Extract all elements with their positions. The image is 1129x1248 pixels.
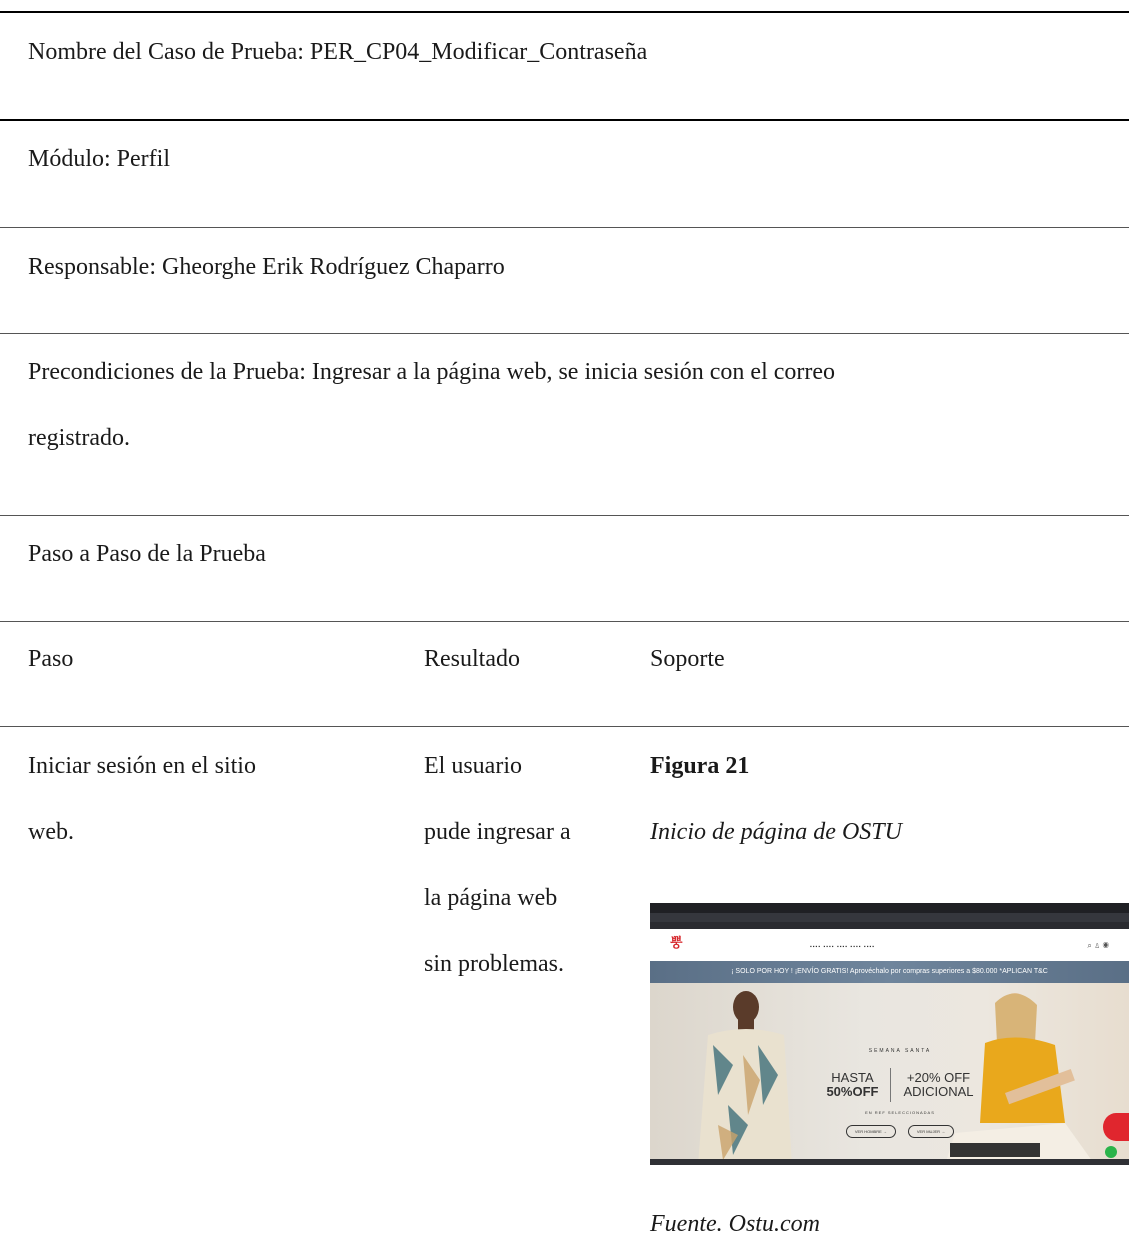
offer-right-1: +20% OFF bbox=[906, 1070, 971, 1085]
figure-source: Fuente. Ostu.com bbox=[650, 1211, 820, 1237]
step-line: web. bbox=[28, 819, 74, 845]
browser-tabs bbox=[650, 903, 1129, 913]
status-bar bbox=[650, 1159, 1129, 1165]
man-figure bbox=[688, 985, 798, 1165]
whatsapp-icon bbox=[1105, 1146, 1117, 1158]
top-rule bbox=[0, 11, 1129, 13]
rule bbox=[0, 119, 1129, 121]
rule bbox=[0, 227, 1129, 228]
nav-icons: ⌕ ♙ ◉ bbox=[1087, 941, 1109, 950]
offer-left-1: HASTA bbox=[831, 1070, 874, 1085]
case-name: Nombre del Caso de Prueba: PER_CP04_Modificar_Contraseña bbox=[28, 39, 648, 65]
rule bbox=[0, 726, 1129, 727]
semana-santa: SEMANA SANTA bbox=[868, 1048, 932, 1054]
result-line: la página web bbox=[424, 885, 558, 911]
header-soporte: Soporte bbox=[650, 646, 725, 672]
preconditions-line1: Precondiciones de la Prueba: Ingresar a la página web, se inicia sesión con el correo bbox=[28, 359, 836, 385]
figure-label: Figura 21 bbox=[650, 753, 750, 779]
promo-banner: ¡ SOLO POR HOY ! ¡ENVÍO GRATIS! Aprovéchalo por compras superiores a $80.000 *APLICAN T&C bbox=[650, 961, 1129, 983]
ostu-logo-icon: 뿡 bbox=[670, 935, 683, 950]
result-line: sin problemas. bbox=[424, 951, 564, 977]
offer-right-2: ADICIONAL bbox=[903, 1084, 974, 1099]
offer-left-2: 50%OFF bbox=[826, 1084, 879, 1099]
site-nav bbox=[650, 929, 1129, 961]
steps-title: Paso a Paso de la Prueba bbox=[28, 541, 266, 567]
ostu-screenshot bbox=[650, 903, 1129, 1165]
rule bbox=[0, 515, 1129, 516]
tooltip bbox=[950, 1143, 1040, 1157]
result-line: El usuario bbox=[424, 753, 522, 779]
offer-divider bbox=[890, 1068, 891, 1102]
result-line: pude ingresar a bbox=[424, 819, 571, 845]
header-resultado: Resultado bbox=[424, 646, 520, 672]
hero-offer bbox=[800, 1048, 1000, 1138]
view-men-button: VER HOMBRE → bbox=[846, 1125, 896, 1138]
rule bbox=[0, 621, 1129, 622]
view-women-button: VER MUJER → bbox=[908, 1125, 954, 1138]
step-line: Iniciar sesión en el sitio bbox=[28, 753, 256, 779]
promo-badge-icon bbox=[1103, 1113, 1129, 1141]
module: Módulo: Perfil bbox=[28, 146, 170, 172]
address-bar bbox=[650, 913, 1129, 922]
rule bbox=[0, 333, 1129, 334]
header-paso: Paso bbox=[28, 646, 74, 672]
promo-strip bbox=[650, 922, 1129, 929]
responsible: Responsable: Gheorghe Erik Rodríguez Chaparro bbox=[28, 254, 505, 280]
selected-refs: EN REF SELECCIONADAS bbox=[865, 1110, 935, 1115]
nav-links: ▪▪▪▪ ▪▪▪▪ ▪▪▪▪ ▪▪▪▪ ▪▪▪▪ bbox=[810, 944, 876, 950]
figure-caption: Inicio de página de OSTU bbox=[650, 819, 902, 845]
preconditions-line2: registrado. bbox=[28, 425, 130, 451]
